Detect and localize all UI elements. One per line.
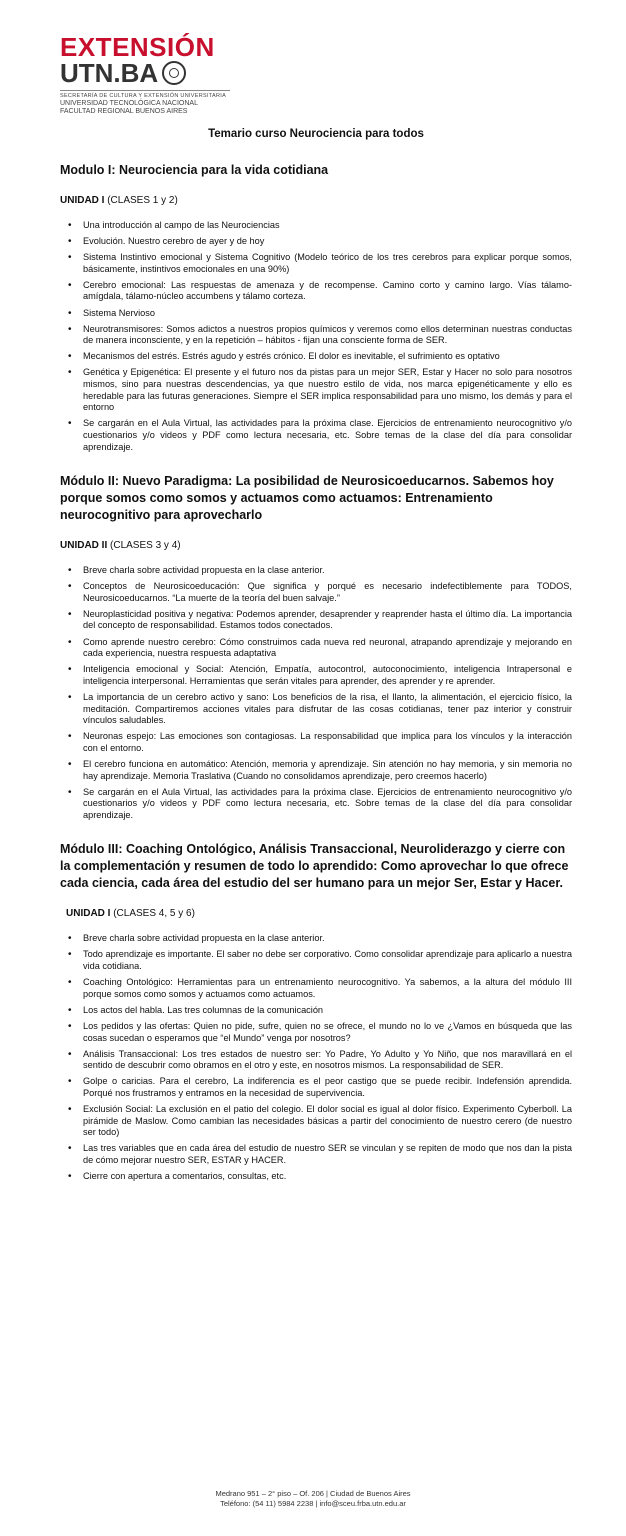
list-item: • Breve charla sobre actividad propuesta en la clase anterior.: [83, 565, 572, 577]
logo-utnba: [60, 60, 230, 86]
module-title: Módulo III: Coaching Ontológico, Análisis Transaccional, Neuroliderazgo y cierre con la complementación y resumen de todo lo aprendido: Como aprovechar lo que ofrece cada ciencia, cada área del estudio del ser humano para un mejor Ser, Estar y Hacer.: [60, 842, 569, 891]
unit-label: UNIDAD II: [60, 540, 108, 552]
module-section: [60, 162, 572, 453]
list-item: • Sistema Instintivo emocional y Sistema Cognitivo (Modelo teórico de los tres cerebros para explicar porque somos, básicamente, instintivos emocionales en una 90%): [83, 252, 572, 275]
page-title: Temario curso Neurociencia para todos: [208, 128, 424, 140]
logo-subtitle-2: UNIVERSIDAD TECNOLÓGICA NACIONAL: [60, 99, 198, 107]
unit-detail: (CLASES 3 y 4): [107, 540, 181, 552]
unit-heading: [60, 540, 572, 551]
module-section: [60, 473, 572, 821]
list-item: • La importancia de un cerebro activo y sano: Los beneficios de la risa, el llanto, la alimentación, el ejercicio físico, la meditación. Compartiremos acciones vitales para disfrutar de las cosas cotidianas, tener paz interior y construir vínculos saludables.: [83, 692, 572, 727]
list-item: • Se cargarán en el Aula Virtual, las actividades para la próxima clase. Ejercicios de entrenamiento neurocognitivo y/o cuestionarios y/o videos y PDF como lectura necesaria, etc. Sobre temas de la clase del día para consolidar aprendizaje.: [83, 787, 572, 822]
list-item: • Mecanismos del estrés. Estrés agudo y estrés crónico. El dolor es inevitable, el sufrimiento es optativo: [83, 351, 572, 363]
list-item: • Genética y Epigenética: El presente y el futuro nos da pistas para un mejor SER, Estar y Hacer no solo para nosotros mismos, sino para nuestras descendencias, ya que nuestro estilo de vida, nos marca epigenéticamente y ello es heredable para las futuras generaciones. Siempre el SER implica responsabilidad para uno mismo, los demás y para el entorno: [83, 367, 572, 413]
footer: [0, 1489, 626, 1509]
list-item: • Análisis Transaccional: Los tres estados de nuestro ser: Yo Padre, Yo Adulto y Yo Niño, que nos maravillará en el sentido de descubrir como obramos en el otro y este, en nosotros mismos. La responsabilidad de SER.: [83, 1049, 572, 1072]
logo-subtitle-3: FACULTAD REGIONAL BUENOS AIRES: [60, 107, 188, 115]
topic-list: [60, 220, 572, 453]
module-section: [60, 841, 572, 1182]
unit-label: UNIDAD I: [60, 195, 105, 206]
modules-container: [60, 162, 572, 1183]
list-item: • Evolución. Nuestro cerebro de ayer y de hoy: [83, 236, 572, 248]
list-item: • Cierre con apertura a comentarios, consultas, etc.: [83, 1171, 572, 1183]
topic-list: [60, 933, 572, 1182]
list-item: • Inteligencia emocional y Social: Atención, Empatía, autocontrol, autoconocimiento, inteligencia Intrapersonal e inteligencia interpersonal. Herramientas que serán vitales para aprender, des aprender y re aprender.: [83, 664, 572, 687]
list-item: • Cerebro emocional: Las respuestas de amenaza y de recompense. Camino corto y camino largo. Vías tálamo-amígdala, tálamo-núcleo accumbens y tálamo corteza.: [83, 280, 572, 303]
unit-heading: [60, 195, 572, 206]
list-item: • Los actos del habla. Las tres columnas de la comunicación: [83, 1005, 572, 1017]
list-item: • Neurotransmisores: Somos adictos a nuestros propios químicos y veremos como ellos determinan nuestras conductas de manera inconsciente, y en la repetición – hábitos - fijan una consciente forma de SER.: [83, 324, 572, 347]
list-item: • Se cargarán en el Aula Virtual, las actividades para la próxima clase. Ejercicios de entrenamiento neurocognitivo y/o cuestionarios y/o videos y PDF como lectura necesaria, etc. Sobre temas de la clase del día para consolidar aprendizaje.: [83, 418, 572, 453]
document-body: [60, 128, 572, 1203]
list-item: • Golpe o caricias. Para el cerebro, La indiferencia es el peor castigo que se puede recibir. Indefensión aprendida. Porqué nos frustramos y entramos en la necesidad de supervivencia.: [83, 1076, 572, 1099]
list-item: • Todo aprendizaje es importante. El saber no debe ser corporativo. Como consolidar aprendizaje para aplicarlo a nuestra vida cotidiana.: [83, 949, 572, 972]
list-item: • Exclusión Social: La exclusión en el patio del colegio. El dolor social es igual al dolor físico. Experimento Cyberboll. La pirámide de Maslow. Como cambian las necesidades básicas a partir del conocimiento de nuestro cerero (de nuestro ser todo): [83, 1104, 572, 1139]
logo-utnba-text: UTN.BA: [60, 58, 159, 88]
list-item: • Sistema Nervioso: [83, 308, 572, 320]
list-item: • Neuronas espejo: Las emociones son contagiosas. La responsabilidad que implica para los vínculos y la interacción con el entorno.: [83, 731, 572, 754]
logo-extension-text: EXTENSIÓN: [60, 32, 215, 62]
list-item: • Una introducción al campo de las Neurociencias: [83, 220, 572, 232]
list-item: • Los pedidos y las ofertas: Quien no pide, sufre, quien no se ofrece, el mundo no lo ve ¿Vamos en búsqueda que las cosas sucedan o esperamos que “el Mundo” venga por nosotros?: [83, 1021, 572, 1044]
logo: [60, 34, 230, 116]
unit-label: UNIDAD I: [66, 908, 111, 920]
topic-list: [60, 565, 572, 821]
logo-subtitle-1: SECRETARÍA DE CULTURA Y EXTENSIÓN UNIVERSITARIA: [60, 90, 230, 100]
list-item: • El cerebro funciona en automático: Atención, memoria y aprendizaje. Sin atención no hay memoria, y sin memoria no hay aprendizaje. Memoria Traslativa (Cuando no consolidamos aprendizaje, pero creemos hacerlo): [83, 759, 572, 782]
unit-detail: (CLASES 4, 5 y 6): [110, 908, 195, 920]
footer-contact: Teléfono: (54 11) 5984 2238 | info@sceu.frba.utn.edu.ar: [220, 1499, 406, 1508]
list-item: • Conceptos de Neurosicoeducación: Que significa y porqué es necesario indefectiblemente para TODOS, Neurosicoeducarnos. “La muerte de la teoría del buen salvaje.”: [83, 581, 572, 604]
list-item: • Las tres variables que en cada área del estudio de nuestro SER se vinculan y se repiten de modo que nos dan la pista de cómo mejorar nuestro SER, ESTAR y HACER.: [83, 1143, 572, 1166]
unit-detail: (CLASES 1 y 2): [104, 195, 178, 206]
seal-icon: [162, 61, 186, 85]
footer-address: Medrano 951 – 2° piso – Of. 206 | Ciudad de Buenos Aires: [215, 1489, 411, 1498]
list-item: • Coaching Ontológico: Herramientas para un entrenamiento neurocognitivo. Ya sabemos, a la altura del módulo III porque somos como somos y actuamos como actuamos.: [83, 977, 572, 1000]
list-item: • Neuroplasticidad positiva y negativa: Podemos aprender, desaprender y reaprender hasta el último día. La importancia del concepto de responsabilidad. Estamos todos conectados.: [83, 609, 572, 632]
unit-heading: [60, 908, 572, 919]
list-item: • Breve charla sobre actividad propuesta en la clase anterior.: [83, 933, 572, 945]
module-title: Modulo I: Neurociencia para la vida cotidiana: [60, 163, 329, 177]
list-item: • Como aprende nuestro cerebro: Cómo construimos cada nueva red neuronal, atrapando aprendizaje y mejorando en cada experiencia, nuestra respuesta adaptativa: [83, 637, 572, 660]
module-title: Módulo II: Nuevo Paradigma: La posibilidad de Neurosicoeducarnos. Sabemos hoy porque somos como somos y actuamos como actuamos: Entrenamiento neurocognitivo para aprovecharlo: [60, 474, 554, 523]
